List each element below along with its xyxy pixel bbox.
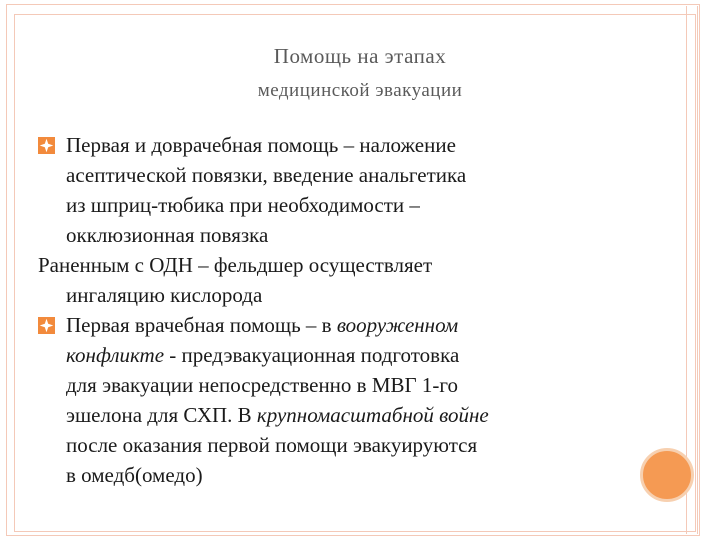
item-line	[66, 340, 658, 370]
item-line: ингаляцию кислорода	[66, 283, 263, 307]
item-text: Первая врачебная помощь – в	[66, 313, 337, 337]
list-item	[38, 250, 658, 310]
item-line	[66, 310, 658, 340]
item-line: из шприц-тюбика при необходимости –	[66, 193, 420, 217]
item-line: для эвакуации непосредственно в МВГ 1-го	[66, 373, 458, 397]
item-line: Первая и доврачебная помощь – наложение	[66, 133, 456, 157]
item-line: в омедб(омедо)	[66, 463, 203, 487]
slide-title-line-2: медицинской эвакуации	[257, 80, 463, 101]
list-item	[38, 310, 658, 490]
item-line: асептической повязки, введение анальгетика	[66, 163, 467, 187]
item-line: после оказания первой помощи эвакуируются	[66, 433, 478, 457]
item-line: Раненным с ОДН – фельдшер осуществляет	[38, 253, 433, 277]
four-point-star-icon	[38, 137, 55, 154]
item-line	[66, 400, 658, 430]
item-text: эшелона для СХП. В	[66, 403, 257, 427]
four-point-star-icon	[38, 317, 55, 334]
item-text: - предэвакуационная подготовка	[164, 343, 460, 367]
slide-body	[38, 130, 658, 490]
item-text-italic: конфликте	[66, 343, 165, 367]
item-text-italic: вооруженном	[336, 313, 459, 337]
slide-title-line-1: Помощь на этапах	[273, 44, 447, 68]
item-text-italic: крупномасштабной войне	[256, 403, 489, 427]
list-item	[38, 130, 658, 250]
item-line: окклюзионная повязка	[66, 223, 269, 247]
decorative-circle	[640, 448, 694, 502]
